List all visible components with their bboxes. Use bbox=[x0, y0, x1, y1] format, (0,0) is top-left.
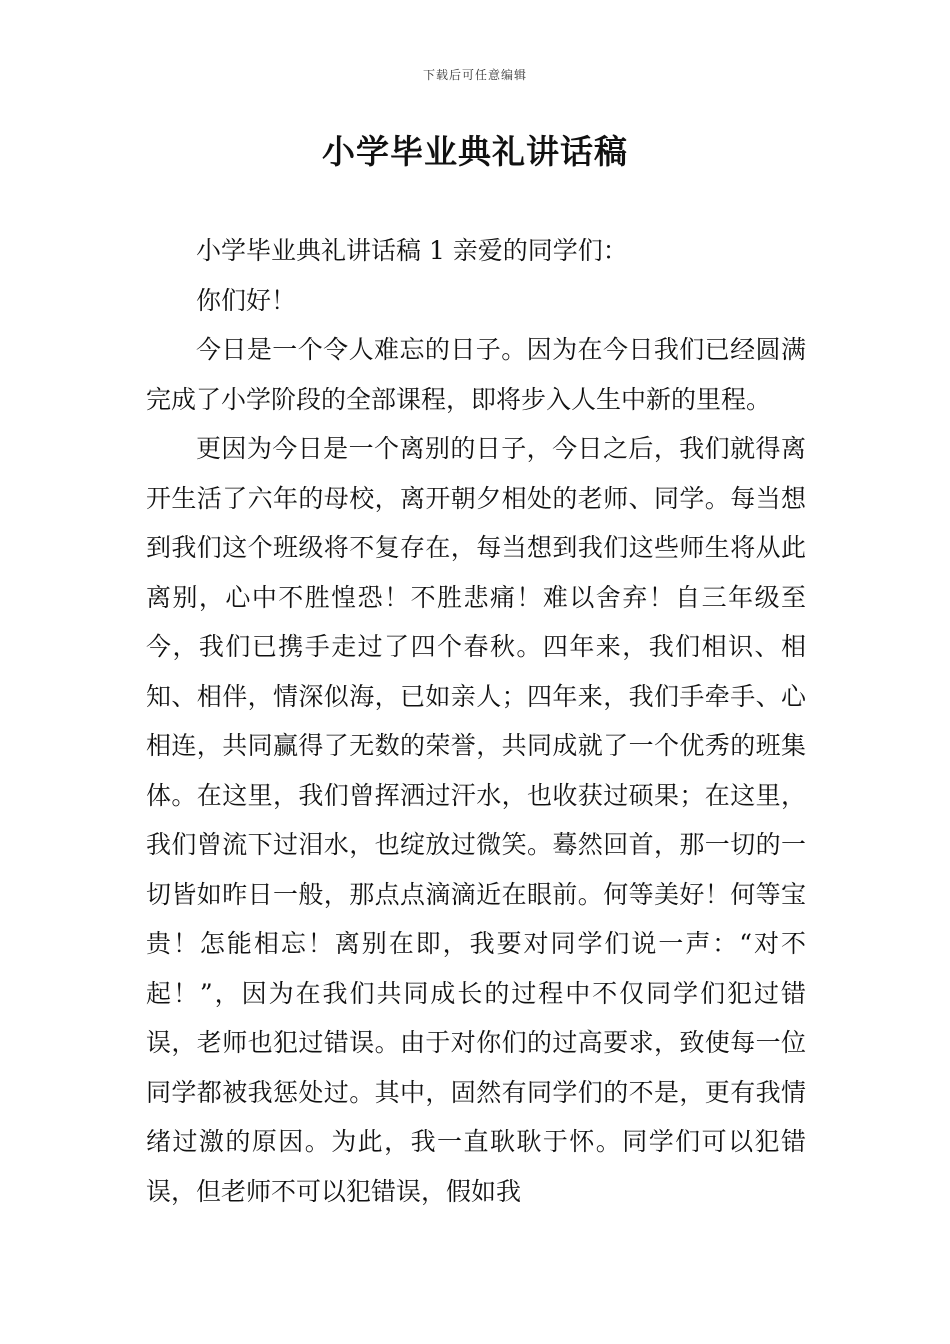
header-note: 下载后可任意编辑 bbox=[422, 68, 527, 82]
paragraph-intro: 今日是一个令人难忘的日子。因为在今日我们已经圆满完成了小学阶段的全部课程，即将步入人生中新的里程。 bbox=[146, 335, 806, 414]
document-title: 小学毕业典礼讲话稿 bbox=[322, 132, 628, 171]
paragraph-main: 更因为今日是一个离别的日子，今日之后，我们就得离开生活了六年的母校，离开朝夕相处的老师、同学。每当想到我们这个班级将不复存在，每当想到我们这些师生将从此离别，心中不胜惶恐！不胜悲痛！难以舍弃！自三年级至今，我们已携手走过了四个春秋。四年来，我们相识、相知、相伴，情深似海，已如亲人；四年来，我们手牵手、心相连，共同赢得了无数的荣誉，共同成就了一个优秀的班集体。在这里，我们曾挥洒过汗水，也收获过硕果；在这里，我们曾流下过泪水，也绽放过微笑。蓦然回首，那一切的一切皆如昨日一般，那点点滴滴近在眼前。何等美好！何等宝贵！怎能相忘！离别在即，我要对同学们说一声：“对不起！”，因为在我们共同成长的过程中不仅同学们犯过错误，老师也犯过错误。由于对你们的过高要求，致使每一位同学都被我惩处过。其中，固然有同学们的不是，更有我情绪过激的原因。为此，我一直耿耿于怀。同学们可以犯错误，但老师不可以犯错误，假如我 bbox=[146, 434, 806, 1206]
paragraph-greeting: 你们好！ bbox=[196, 285, 297, 315]
document-body bbox=[146, 226, 806, 1216]
paragraph-salutation: 小学毕业典礼讲话稿 1 亲爱的同学们： bbox=[196, 236, 628, 265]
